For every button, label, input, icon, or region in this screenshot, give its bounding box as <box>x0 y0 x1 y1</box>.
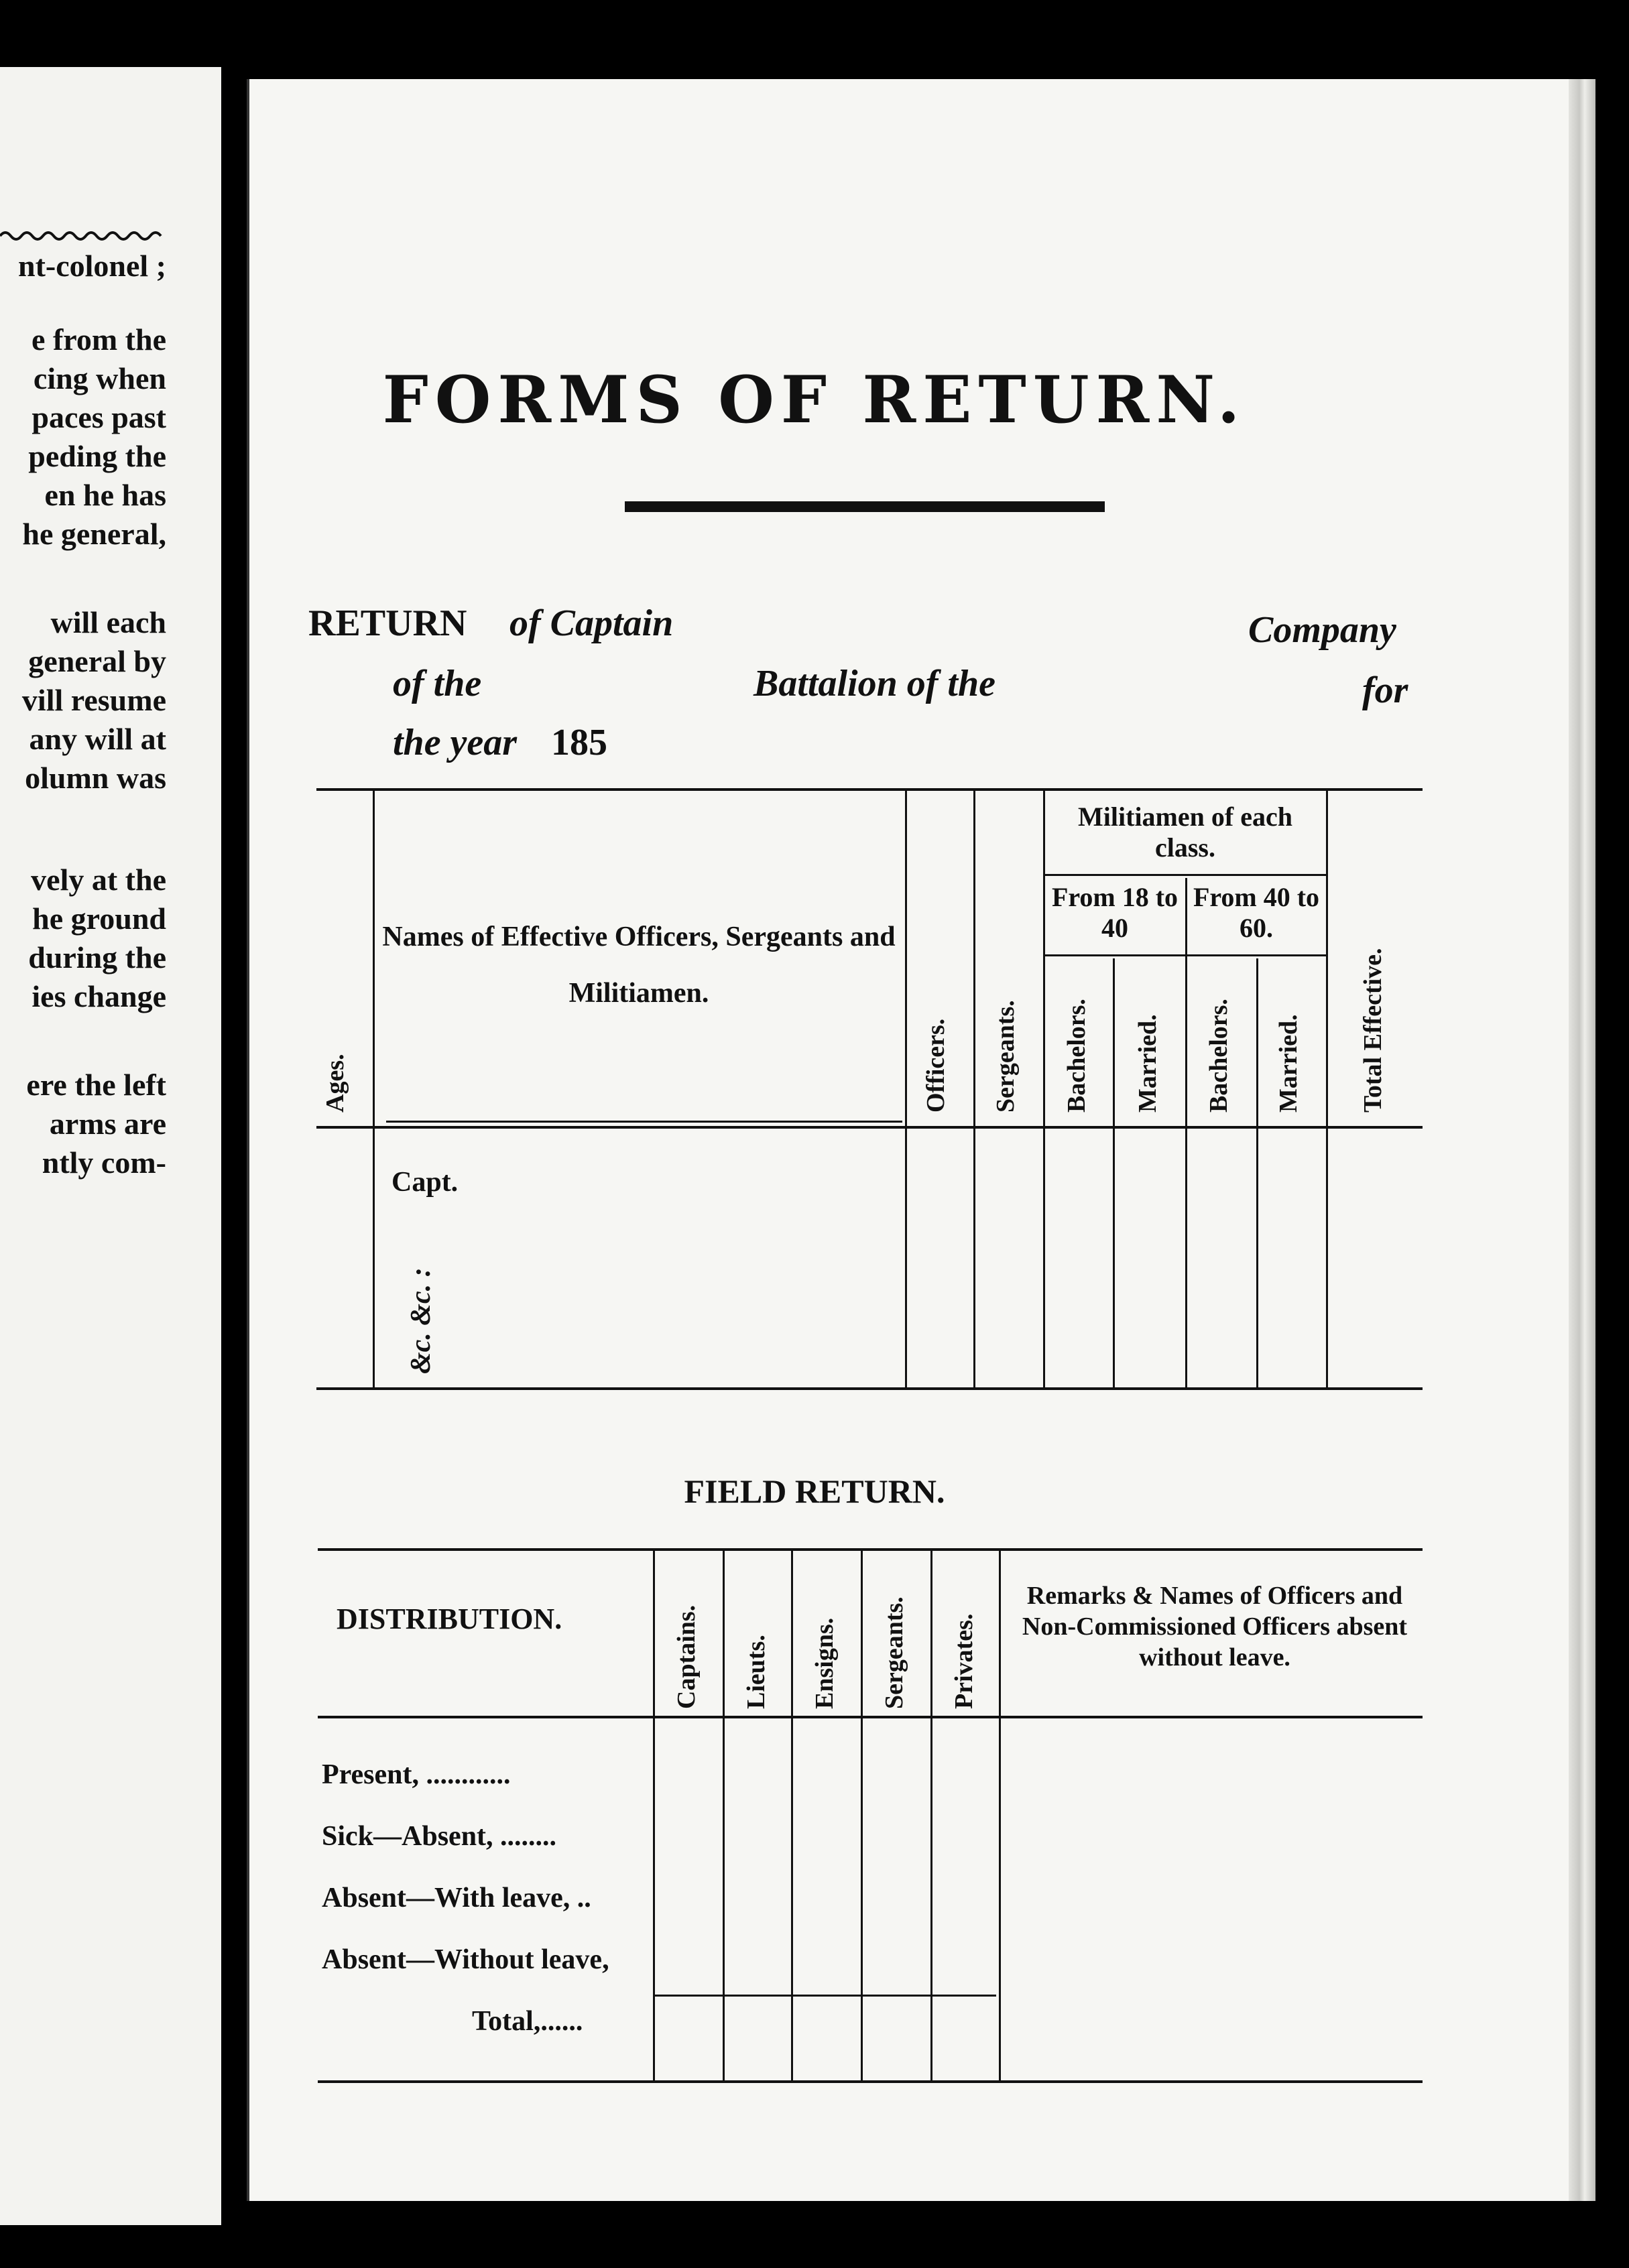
col-distribution-label: DISTRIBUTION. <box>337 1602 562 1635</box>
group-40-60-label: From 40 to 60. <box>1193 882 1320 943</box>
col-privates-label: Privates. <box>950 1613 978 1709</box>
col-divider <box>723 1551 725 2080</box>
col-divider <box>653 1551 655 2080</box>
battalion-label: Battalion of the <box>753 663 996 704</box>
col-divider <box>999 1551 1001 2080</box>
left-page-line: en he has <box>44 478 166 512</box>
col-divider <box>861 1551 863 2080</box>
left-page-line: paces past <box>32 400 166 434</box>
left-page-line: during the <box>28 940 166 974</box>
left-page-line: vely at the <box>31 863 166 897</box>
col-total-effective-label: Total Effective. <box>1359 948 1387 1113</box>
year-prefix: 185 <box>551 722 607 763</box>
col-captains-label: Captains. <box>672 1604 701 1709</box>
col-divider <box>373 791 375 1389</box>
left-page-line: will each <box>50 605 166 639</box>
col-lieuts-label: Lieuts. <box>742 1635 770 1709</box>
row-capt-label: Capt. <box>391 1167 459 1198</box>
col-divider <box>1256 958 1258 1389</box>
group-18-40-label: From 18 to 40 <box>1051 882 1179 943</box>
col-divider <box>905 791 907 1389</box>
title-rule <box>625 501 1105 512</box>
header-bottom-rule <box>318 1716 1423 1718</box>
left-page-line: e from the <box>32 322 166 357</box>
col-ages-label: Ages. <box>321 1054 349 1113</box>
company-label: Company <box>1248 609 1396 651</box>
table-top-rule <box>316 788 1423 791</box>
col-divider <box>1043 791 1045 1389</box>
of-the-label: of the <box>393 663 482 704</box>
col-divider <box>930 1551 932 2080</box>
left-page-line: ntly com- <box>42 1145 166 1180</box>
for-label: for <box>1362 670 1408 711</box>
names-underline <box>386 1121 902 1123</box>
of-captain-label: of Captain <box>509 603 674 644</box>
totals-rule <box>653 1995 996 1997</box>
row-sick-absent-label: Sick—Absent, ........ <box>322 1821 557 1852</box>
row-absent-with-leave-label: Absent—With leave, .. <box>322 1883 591 1913</box>
left-page-line: any will at <box>29 722 166 756</box>
col-divider <box>791 1551 793 2080</box>
field-return-title: FIELD RETURN. <box>684 1472 945 1510</box>
col-bachelors-label: Bachelors. <box>1063 999 1091 1113</box>
row-etc-label: &c. &c. : <box>406 1267 436 1374</box>
row-total-label: Total,...... <box>472 2006 583 2037</box>
row-present-label: Present, ............ <box>322 1759 511 1790</box>
left-page-line: olumn was <box>25 761 166 795</box>
col-divider <box>1113 958 1115 1389</box>
return-word: RETURN <box>308 603 467 644</box>
col-sergeants-label: Sergeants. <box>880 1596 908 1709</box>
col-divider <box>1326 791 1328 1389</box>
group-rule <box>1043 874 1326 876</box>
table-bottom-rule <box>318 2080 1423 2083</box>
wavy-divider <box>0 228 168 244</box>
page-title: FORMS OF RETURN. <box>382 362 1247 438</box>
row-absent-without-leave-label: Absent—Without leave, <box>322 1944 609 1975</box>
militiamen-group-label: Militiamen of each class. <box>1078 802 1292 863</box>
left-page-line: ies change <box>32 979 166 1013</box>
col-married-label: Married. <box>1134 1014 1162 1113</box>
col-names-label: Names of Effective Officers, Sergeants and Militiamen. <box>382 922 896 1009</box>
col-married-label: Married. <box>1274 1014 1303 1113</box>
group-rule <box>1043 954 1326 956</box>
left-page-line: he general, <box>22 517 166 551</box>
left-page-line: cing when <box>33 361 166 395</box>
left-page-line: general by <box>28 644 166 678</box>
the-year-label: the year <box>393 722 518 763</box>
left-page-line: vill resume <box>21 683 166 717</box>
col-ensigns-label: Ensigns. <box>810 1617 839 1709</box>
left-page-line: arms are <box>49 1107 166 1141</box>
col-remarks-label: Remarks & Names of Officers and Non-Commissioned Officers absent without leave. <box>1022 1582 1408 1672</box>
table-top-rule <box>318 1548 1423 1551</box>
col-sergeants-label: Sergeants. <box>991 1000 1020 1113</box>
col-officers-label: Officers. <box>922 1018 950 1113</box>
left-page-line: ere the left <box>26 1068 166 1102</box>
left-page-line: he ground <box>32 901 166 936</box>
col-bachelors-label: Bachelors. <box>1205 999 1233 1113</box>
left-page-line: peding the <box>28 439 166 473</box>
col-divider <box>973 791 975 1389</box>
left-page-line: nt-colonel ; <box>17 249 166 283</box>
